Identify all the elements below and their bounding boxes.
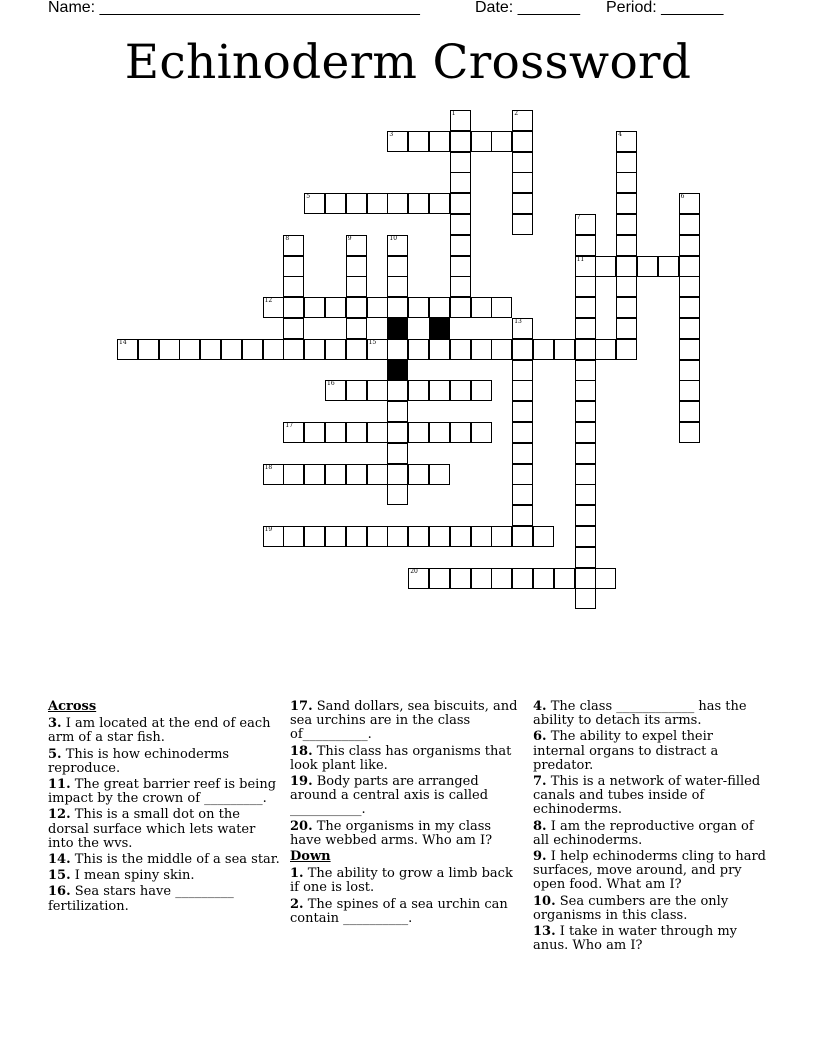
clue-text: I take in water through my anus. Who am I? xyxy=(533,924,738,954)
crossword-cell[interactable] xyxy=(575,235,596,256)
crossword-cell[interactable] xyxy=(387,256,408,277)
black-square xyxy=(429,318,450,339)
clue-text: The ability to expel their internal organs to distract a predator. xyxy=(533,729,719,773)
crossword-cell[interactable] xyxy=(346,256,367,277)
crossword-cell[interactable] xyxy=(304,193,325,214)
crossword-cell[interactable] xyxy=(429,193,450,214)
clue-item xyxy=(48,748,283,776)
crossword-cell[interactable] xyxy=(346,339,367,360)
crossword-cell[interactable] xyxy=(512,484,533,505)
clue-item xyxy=(533,820,768,848)
crossword-cell[interactable] xyxy=(616,214,637,235)
clue-num: 20. xyxy=(290,818,313,834)
clue-num: 8. xyxy=(533,818,547,834)
clue-num: 2. xyxy=(290,896,304,912)
crossword-cell[interactable] xyxy=(117,339,138,360)
crossword-cell[interactable] xyxy=(595,568,616,589)
crossword-cell[interactable] xyxy=(367,422,388,443)
clue-number: 6 xyxy=(680,193,685,201)
clue-number: 20 xyxy=(410,567,418,575)
clue-number: 7 xyxy=(576,214,581,221)
clue-item xyxy=(290,745,525,773)
crossword-cell[interactable] xyxy=(450,214,471,235)
clue-item xyxy=(533,895,768,923)
across-heading: Across xyxy=(48,699,97,714)
down-clues-part-2 xyxy=(533,700,768,953)
crossword-cell[interactable] xyxy=(575,380,596,401)
crossword-cell[interactable] xyxy=(512,110,533,131)
crossword-cell[interactable] xyxy=(512,568,533,589)
crossword-cell[interactable] xyxy=(263,526,284,547)
crossword-cell[interactable] xyxy=(387,297,408,318)
clue-num: 9. xyxy=(533,849,547,865)
crossword-cell[interactable] xyxy=(179,339,200,360)
clue-num: 1. xyxy=(290,866,304,882)
crossword-cell[interactable] xyxy=(367,380,388,401)
crossword-cell[interactable] xyxy=(429,131,450,152)
clue-number: 10 xyxy=(389,234,398,242)
clue-num: 6. xyxy=(533,729,547,745)
crossword-cell[interactable] xyxy=(429,526,450,547)
clue-num: 10. xyxy=(533,893,556,909)
crossword-cell[interactable] xyxy=(304,526,325,547)
crossword-cell[interactable] xyxy=(616,193,637,214)
clue-number: 19 xyxy=(264,526,273,533)
clue-num: 7. xyxy=(533,774,547,790)
crossword-cell[interactable] xyxy=(263,339,284,360)
crossword-cell[interactable] xyxy=(450,380,471,401)
crossword-cell[interactable] xyxy=(512,193,533,214)
crossword-cell[interactable] xyxy=(283,235,304,256)
crossword-cell[interactable] xyxy=(575,464,596,485)
crossword-cell[interactable] xyxy=(304,464,325,485)
crossword-cell[interactable] xyxy=(471,526,492,547)
clue-number: 3 xyxy=(389,130,394,138)
crossword-cell[interactable] xyxy=(450,297,471,318)
crossword-cell[interactable] xyxy=(575,422,596,443)
clue-item xyxy=(48,717,283,745)
clue-item xyxy=(290,820,525,848)
crossword-cell[interactable] xyxy=(159,339,180,360)
crossword-cell[interactable] xyxy=(471,131,492,152)
clue-text: The spines of a sea urchin can contain __________. xyxy=(290,896,508,926)
crossword-cell[interactable] xyxy=(554,339,575,360)
clue-text: This is how echinoderms reproduce. xyxy=(48,746,230,776)
clue-text: This is a network of water-filled canals and tubes inside of echinoderms. xyxy=(533,774,761,818)
crossword-cell[interactable] xyxy=(325,380,346,401)
clue-text: I am the reproductive organ of all echinoderms. xyxy=(533,818,754,848)
clue-item xyxy=(48,778,283,806)
clue-number: 18 xyxy=(264,463,273,471)
crossword-cell[interactable] xyxy=(575,484,596,505)
clue-number: 16 xyxy=(327,380,335,388)
crossword-cell[interactable] xyxy=(450,526,471,547)
crossword-cell[interactable] xyxy=(387,526,408,547)
crossword-cell[interactable] xyxy=(450,339,471,360)
clue-text: I am located at the end of each arm of a star fish. xyxy=(48,716,271,746)
clue-text: This class has organisms that look plant like. xyxy=(290,743,512,773)
crossword-cell[interactable] xyxy=(283,339,304,360)
clues-column-3 xyxy=(533,700,768,955)
clue-text: The organisms in my class have webbed arms. Who am I? xyxy=(290,818,493,848)
crossword-cell[interactable] xyxy=(491,339,512,360)
crossword-cell[interactable] xyxy=(387,339,408,360)
clue-number: 14 xyxy=(119,338,127,346)
clue-number: 4 xyxy=(618,130,623,138)
crossword-cell[interactable] xyxy=(367,297,388,318)
crossword-cell[interactable] xyxy=(679,235,700,256)
crossword-cell[interactable] xyxy=(408,380,429,401)
crossword-cell[interactable] xyxy=(346,526,367,547)
crossword-cell[interactable] xyxy=(346,297,367,318)
clue-number: 11 xyxy=(576,255,585,263)
crossword-cell[interactable] xyxy=(325,526,346,547)
crossword-cell[interactable] xyxy=(575,568,596,589)
crossword-cell[interactable] xyxy=(283,276,304,297)
crossword-cell[interactable] xyxy=(200,339,221,360)
crossword-cell[interactable] xyxy=(429,464,450,485)
crossword-cell[interactable] xyxy=(283,256,304,277)
clue-num: 12. xyxy=(48,807,71,823)
crossword-cell[interactable] xyxy=(283,526,304,547)
clue-num: 3. xyxy=(48,716,62,732)
crossword-cell[interactable] xyxy=(512,401,533,422)
clue-text: Sea stars have _________ fertilization. xyxy=(48,884,234,914)
crossword-cell[interactable] xyxy=(471,380,492,401)
crossword-cell[interactable] xyxy=(450,172,471,193)
crossword-cell[interactable] xyxy=(387,401,408,422)
crossword-cell[interactable] xyxy=(325,297,346,318)
crossword-cell[interactable] xyxy=(575,588,596,609)
name-field-label: Name: ____________________________________ xyxy=(48,0,420,16)
clue-text: I mean spiny skin. xyxy=(70,868,195,884)
crossword-cell[interactable] xyxy=(679,276,700,297)
crossword-cell[interactable] xyxy=(512,505,533,526)
crossword-cell[interactable] xyxy=(346,235,367,256)
crossword-cell[interactable] xyxy=(346,422,367,443)
crossword-cell[interactable] xyxy=(491,568,512,589)
crossword-cell[interactable] xyxy=(679,297,700,318)
crossword-cell[interactable] xyxy=(679,380,700,401)
crossword-cell[interactable] xyxy=(450,110,471,131)
crossword-cell[interactable] xyxy=(512,443,533,464)
clue-item xyxy=(290,867,525,895)
crossword-cell[interactable] xyxy=(221,339,242,360)
clue-num: 14. xyxy=(48,852,71,868)
crossword-cell[interactable] xyxy=(658,256,679,277)
clue-item xyxy=(48,808,283,851)
crossword-cell[interactable] xyxy=(367,464,388,485)
crossword-cell[interactable] xyxy=(283,297,304,318)
clue-text: Body parts are arranged around a central axis is called ___________. xyxy=(290,774,489,818)
crossword-cell[interactable] xyxy=(325,422,346,443)
crossword-cell[interactable] xyxy=(616,297,637,318)
clue-num: 5. xyxy=(48,746,62,762)
clue-text: I help echinoderms cling to hard surfaces, move around, and pry open food. What am I? xyxy=(533,849,766,893)
clue-number: 1 xyxy=(451,110,456,117)
clue-item xyxy=(290,775,525,818)
crossword-cell[interactable] xyxy=(367,339,388,360)
black-square xyxy=(387,318,408,339)
crossword-cell[interactable] xyxy=(512,464,533,485)
clue-number: 5 xyxy=(306,193,311,201)
crossword-cell[interactable] xyxy=(575,360,596,381)
crossword-cell[interactable] xyxy=(679,360,700,381)
crossword-cell[interactable] xyxy=(346,464,367,485)
crossword-cell[interactable] xyxy=(512,131,533,152)
crossword-cell[interactable] xyxy=(595,256,616,277)
crossword-cell[interactable] xyxy=(512,339,533,360)
clue-num: 15. xyxy=(48,868,71,884)
crossword-cell[interactable] xyxy=(387,193,408,214)
clue-number: 8 xyxy=(285,234,290,242)
crossword-cell[interactable] xyxy=(575,547,596,568)
clue-num: 13. xyxy=(533,924,556,940)
crossword-cell[interactable] xyxy=(325,193,346,214)
clue-text: The ability to grow a limb back if one is lost. xyxy=(290,866,513,896)
crossword-cell[interactable] xyxy=(408,131,429,152)
clue-item xyxy=(48,853,283,867)
clue-item xyxy=(533,730,768,773)
clue-num: 19. xyxy=(290,774,313,790)
clue-number: 2 xyxy=(514,110,519,117)
crossword-cell[interactable] xyxy=(450,256,471,277)
crossword-cell[interactable] xyxy=(387,380,408,401)
crossword-cell[interactable] xyxy=(408,339,429,360)
crossword-cell[interactable] xyxy=(471,297,492,318)
clue-text: Sand dollars, sea biscuits, and sea urchins are in the class of__________. xyxy=(290,699,518,743)
crossword-cell[interactable] xyxy=(387,422,408,443)
crossword-cell[interactable] xyxy=(450,276,471,297)
crossword-cell[interactable] xyxy=(491,131,512,152)
crossword-cell[interactable] xyxy=(575,276,596,297)
clue-text: This is the middle of a sea star. xyxy=(70,852,280,868)
clue-num: 16. xyxy=(48,884,71,900)
crossword-cell[interactable] xyxy=(575,505,596,526)
crossword-cell[interactable] xyxy=(387,131,408,152)
crossword-cell[interactable] xyxy=(138,339,159,360)
crossword-cell[interactable] xyxy=(304,339,325,360)
crossword-cell[interactable] xyxy=(283,464,304,485)
clue-num: 18. xyxy=(290,743,313,759)
across-clues-part-2 xyxy=(290,700,525,848)
crossword-cell[interactable] xyxy=(575,526,596,547)
crossword-cell[interactable] xyxy=(554,568,575,589)
clue-item xyxy=(290,898,525,926)
crossword-cell[interactable] xyxy=(616,276,637,297)
crossword-cell[interactable] xyxy=(283,422,304,443)
crossword-cell[interactable] xyxy=(512,360,533,381)
crossword-cell[interactable] xyxy=(387,235,408,256)
crossword-cell[interactable] xyxy=(616,172,637,193)
clue-item xyxy=(533,775,768,818)
crossword-cell[interactable] xyxy=(346,318,367,339)
crossword-cell[interactable] xyxy=(263,464,284,485)
crossword-cell[interactable] xyxy=(595,339,616,360)
crossword-cell[interactable] xyxy=(616,235,637,256)
clue-text: The class ____________ has the ability to detach its arms. xyxy=(533,699,747,729)
page-title: Echinoderm Crossword xyxy=(124,35,692,90)
crossword-cell[interactable] xyxy=(450,131,471,152)
crossword-cell[interactable] xyxy=(533,339,554,360)
crossword-cell[interactable] xyxy=(491,297,512,318)
crossword-cell[interactable] xyxy=(679,339,700,360)
crossword-cell[interactable] xyxy=(408,193,429,214)
across-clues-part-1 xyxy=(48,717,283,914)
crossword-cell[interactable] xyxy=(367,526,388,547)
clue-number: 15 xyxy=(368,338,377,346)
crossword-cell[interactable] xyxy=(575,318,596,339)
crossword-cell[interactable] xyxy=(325,464,346,485)
clue-number: 9 xyxy=(347,234,352,242)
crossword-cell[interactable] xyxy=(471,568,492,589)
crossword-cell[interactable] xyxy=(575,297,596,318)
crossword-cell[interactable] xyxy=(429,297,450,318)
crossword-cell[interactable] xyxy=(408,422,429,443)
crossword-cell[interactable] xyxy=(429,568,450,589)
crossword-cell[interactable] xyxy=(346,276,367,297)
crossword-cell[interactable] xyxy=(491,526,512,547)
crossword-cell[interactable] xyxy=(575,214,596,235)
crossword-cell[interactable] xyxy=(408,297,429,318)
crossword-cell[interactable] xyxy=(429,380,450,401)
crossword-cell[interactable] xyxy=(679,193,700,214)
crossword-cell[interactable] xyxy=(450,568,471,589)
crossword-cell[interactable] xyxy=(408,568,429,589)
clue-item xyxy=(48,869,283,883)
crossword-cell[interactable] xyxy=(471,422,492,443)
date-field-label: Date: _______ xyxy=(475,0,580,16)
crossword-cell[interactable] xyxy=(283,318,304,339)
crossword-cell[interactable] xyxy=(429,422,450,443)
crossword-cell[interactable] xyxy=(450,193,471,214)
crossword-cell[interactable] xyxy=(450,152,471,173)
clue-number: 12 xyxy=(264,297,273,305)
crossword-cell[interactable] xyxy=(533,568,554,589)
crossword-cell[interactable] xyxy=(346,380,367,401)
crossword-cell[interactable] xyxy=(575,443,596,464)
clue-text: This is a small dot on the dorsal surface which lets water into the wvs. xyxy=(48,807,256,851)
down-clues-part-1 xyxy=(290,867,525,926)
crossword-cell[interactable] xyxy=(263,297,284,318)
clue-text: The great barrier reef is being impact by the crown of _________. xyxy=(48,777,277,807)
clue-item xyxy=(48,885,283,913)
crossword-cell[interactable] xyxy=(679,256,700,277)
crossword-cell[interactable] xyxy=(512,318,533,339)
down-heading: Down xyxy=(290,849,331,865)
crossword-cell[interactable] xyxy=(512,152,533,173)
crossword-cell[interactable] xyxy=(575,339,596,360)
crossword-cell[interactable] xyxy=(616,256,637,277)
black-square xyxy=(387,360,408,381)
clues-column-2 xyxy=(290,700,525,928)
crossword-cell[interactable] xyxy=(387,464,408,485)
crossword-cell[interactable] xyxy=(387,276,408,297)
crossword-cell[interactable] xyxy=(679,214,700,235)
clues-column-1 xyxy=(48,700,283,916)
crossword-cell[interactable] xyxy=(450,235,471,256)
crossword-cell[interactable] xyxy=(616,318,637,339)
crossword-cell[interactable] xyxy=(304,422,325,443)
clue-num: 4. xyxy=(533,699,547,714)
clue-text: Sea cumbers are the only organisms in this class. xyxy=(533,893,729,923)
clue-num: 17. xyxy=(290,699,313,714)
period-field-label: Period: _______ xyxy=(606,0,724,16)
crossword-cell[interactable] xyxy=(512,526,533,547)
crossword-cell[interactable] xyxy=(512,380,533,401)
crossword-cell[interactable] xyxy=(346,193,367,214)
crossword-cell[interactable] xyxy=(575,256,596,277)
crossword-cell[interactable] xyxy=(575,401,596,422)
crossword-cell[interactable] xyxy=(616,339,637,360)
crossword-cell[interactable] xyxy=(616,152,637,173)
clue-num: 11. xyxy=(48,777,71,793)
crossword-cell[interactable] xyxy=(450,422,471,443)
crossword-cell[interactable] xyxy=(512,214,533,235)
crossword-cell[interactable] xyxy=(408,464,429,485)
crossword-cell[interactable] xyxy=(679,318,700,339)
crossword-cell[interactable] xyxy=(242,339,263,360)
clue-number: 13 xyxy=(514,318,522,325)
crossword-cell[interactable] xyxy=(387,484,408,505)
crossword-cell[interactable] xyxy=(512,172,533,193)
crossword-cell[interactable] xyxy=(616,131,637,152)
crossword-cell[interactable] xyxy=(679,401,700,422)
crossword-cell[interactable] xyxy=(637,256,658,277)
crossword-cell[interactable] xyxy=(367,193,388,214)
crossword-cell[interactable] xyxy=(408,526,429,547)
clue-item xyxy=(533,850,768,893)
crossword-cell[interactable] xyxy=(512,422,533,443)
crossword-cell[interactable] xyxy=(429,339,450,360)
crossword-cell[interactable] xyxy=(325,339,346,360)
crossword-cell[interactable] xyxy=(679,422,700,443)
clue-number: 17 xyxy=(285,422,294,429)
crossword-cell[interactable] xyxy=(533,526,554,547)
clue-item xyxy=(533,925,768,953)
crossword-cell[interactable] xyxy=(471,339,492,360)
crossword-cell[interactable] xyxy=(304,297,325,318)
crossword-cell[interactable] xyxy=(387,443,408,464)
clue-item xyxy=(290,700,525,743)
clue-item xyxy=(533,700,768,728)
